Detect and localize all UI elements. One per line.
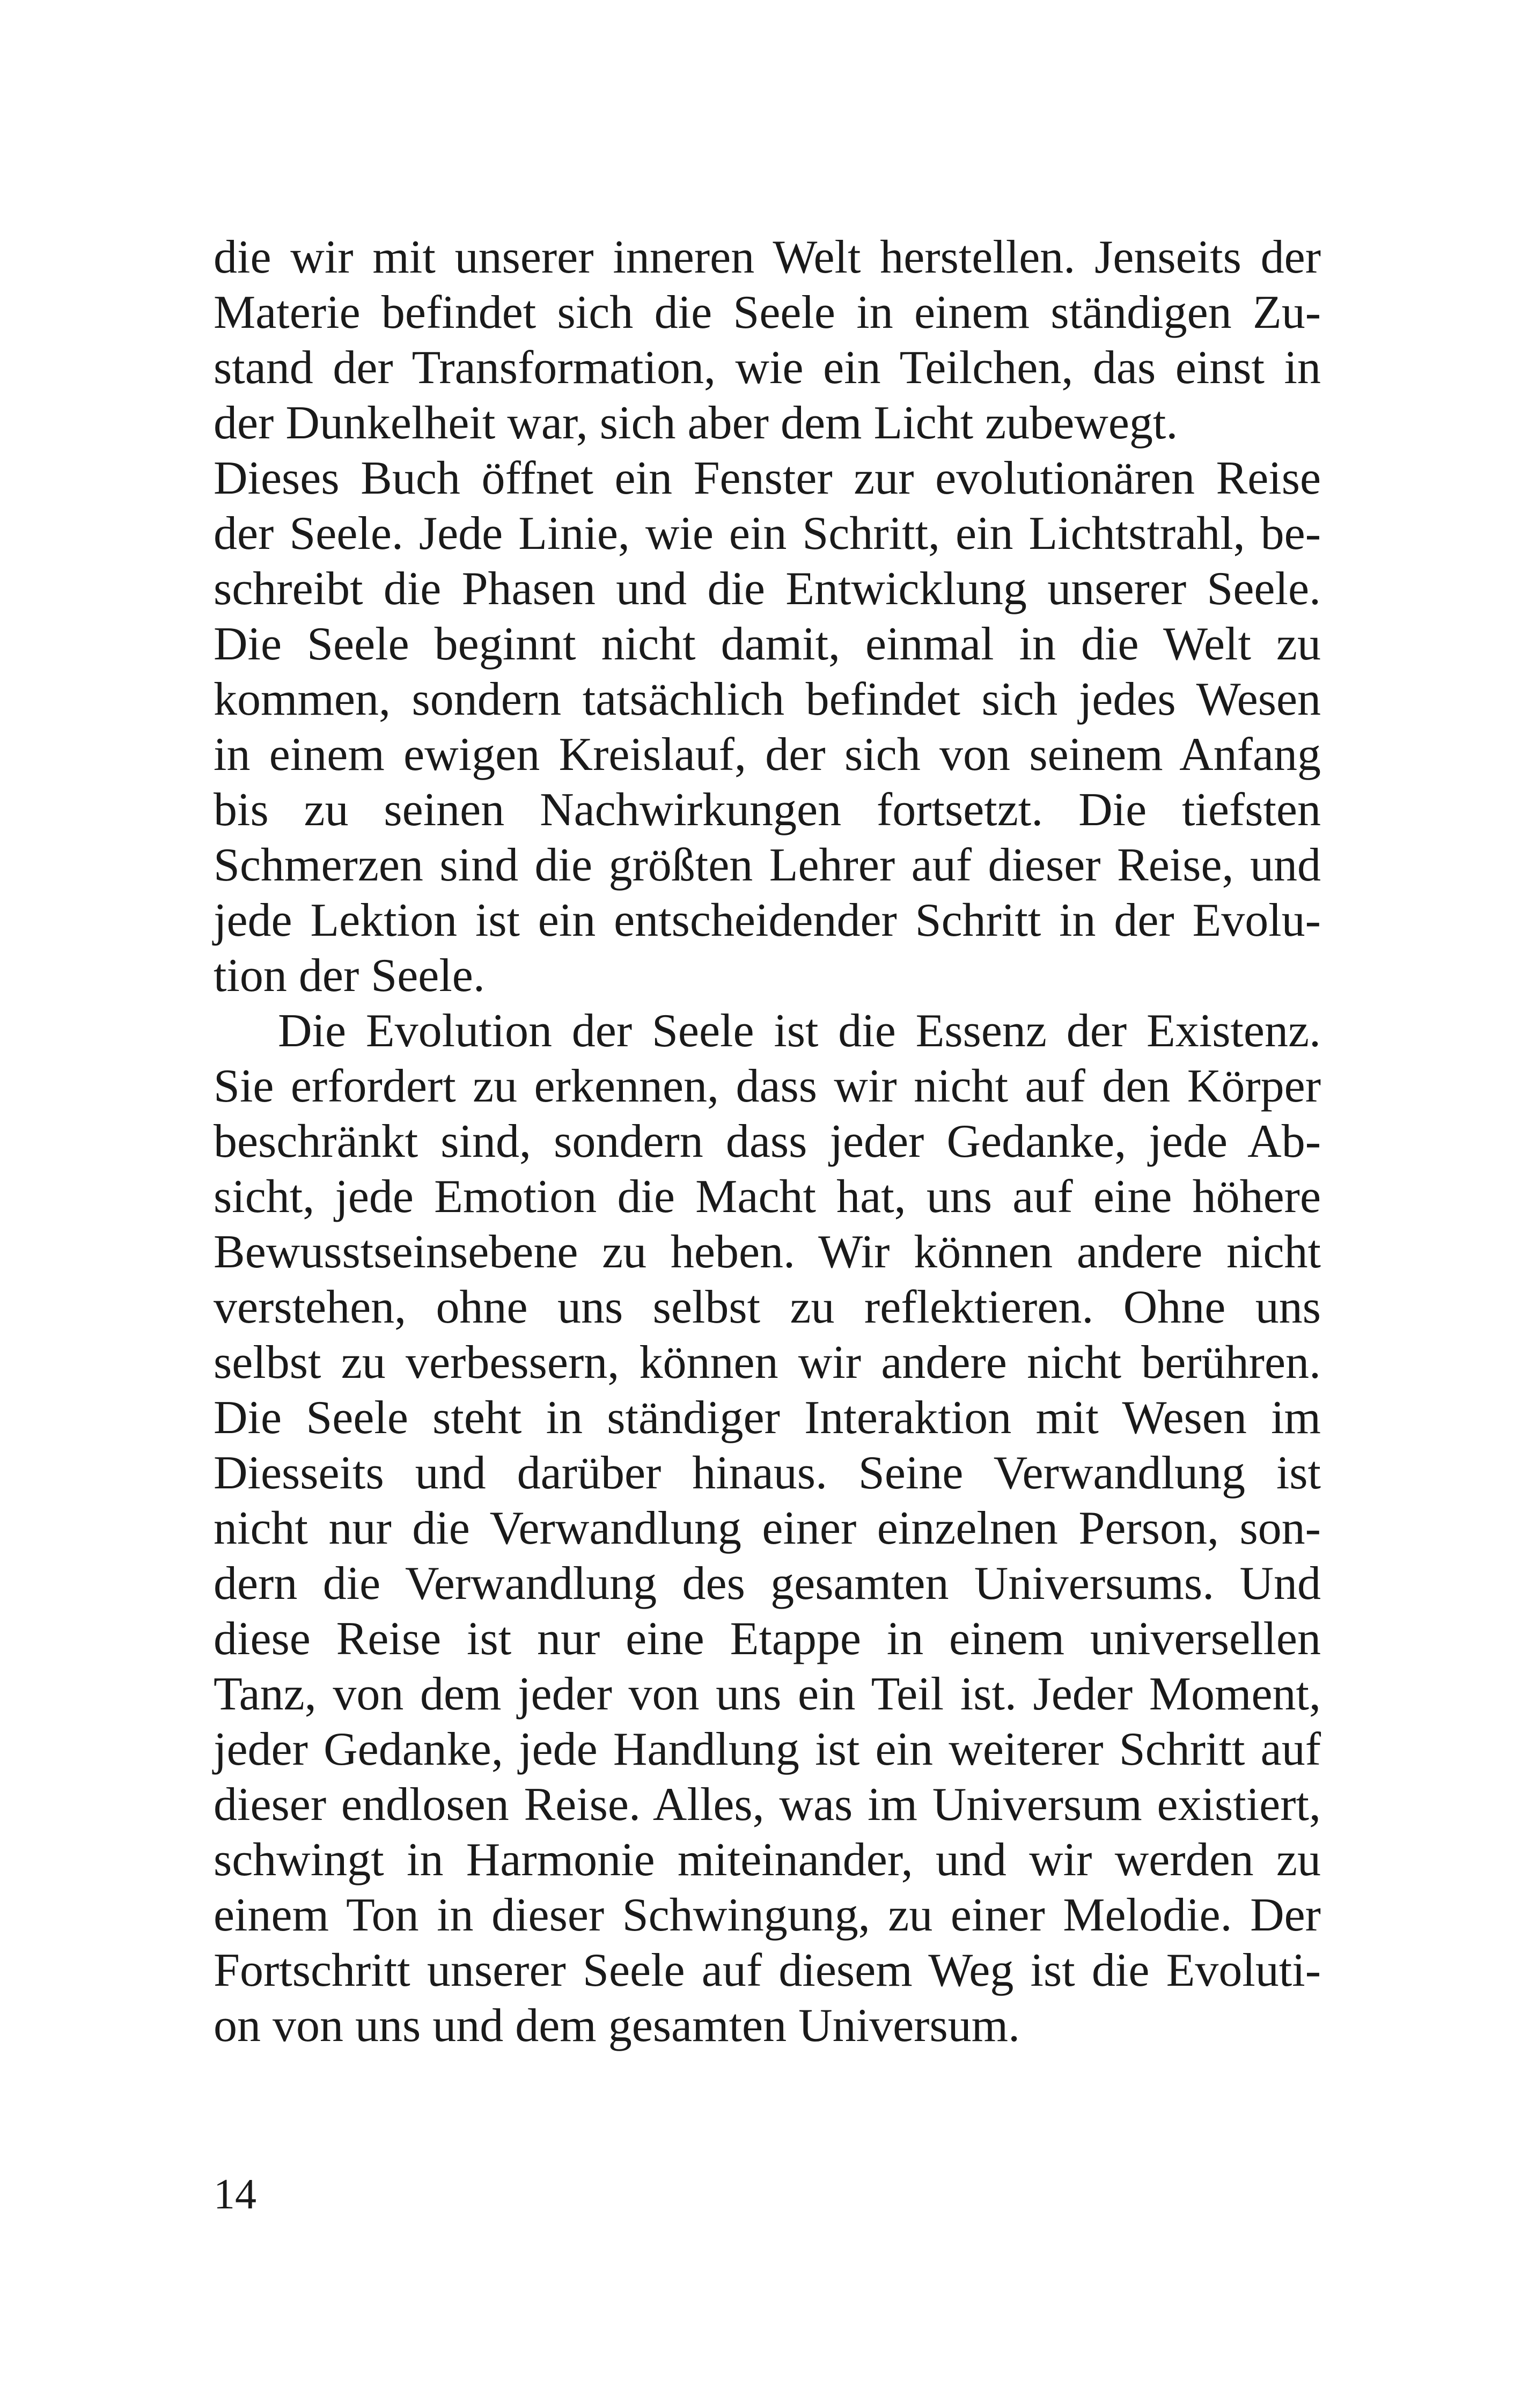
text-line: tion der Seele. xyxy=(214,950,485,1002)
text-line: die wir mit unserer inneren Welt herstellen. Jenseits der xyxy=(214,231,1321,283)
text-line: jeder Gedanke, jede Handlung ist ein weiterer Schritt auf xyxy=(214,1723,1321,1775)
body-text xyxy=(214,230,1321,2053)
paragraph-first-line: Die Evolution der Seele ist die Essenz der Existenz. xyxy=(278,1005,1321,1057)
text-line: on von uns und dem gesamten Universum. xyxy=(214,2000,1020,2052)
text-line: dern die Verwandlung des gesamten Universums. Und xyxy=(214,1558,1321,1610)
text-line: jede Lektion ist ein entscheidender Schritt in der Evolu- xyxy=(214,894,1321,946)
text-line: beschränkt sind, sondern dass jeder Gedanke, jede Ab- xyxy=(214,1115,1321,1168)
text-line: kommen, sondern tatsächlich befindet sich jedes Wesen xyxy=(214,673,1321,725)
text-line: Diesseits und darüber hinaus. Seine Verwandlung ist xyxy=(214,1447,1321,1499)
text-line: in einem ewigen Kreislauf, der sich von seinem Anfang xyxy=(214,729,1321,781)
text-line: Die Seele beginnt nicht damit, einmal in die Welt zu xyxy=(214,618,1321,670)
text-line: sicht, jede Emotion die Macht hat, uns auf eine höhere xyxy=(214,1171,1321,1223)
text-line: dieser endlosen Reise. Alles, was im Universum existiert, xyxy=(214,1779,1321,1831)
page-number: 14 xyxy=(214,2171,256,2218)
text-line: Die Seele steht in ständiger Interaktion mit Wesen im xyxy=(214,1392,1321,1444)
text-line: diese Reise ist nur eine Etappe in einem universellen xyxy=(214,1613,1321,1665)
text-line: der Seele. Jede Linie, wie ein Schritt, ein Lichtstrahl, be- xyxy=(214,508,1321,560)
text-line: bis zu seinen Nachwirkungen fortsetzt. Die tiefsten xyxy=(214,784,1321,836)
text-line: Materie befindet sich die Seele in einem ständigen Zu- xyxy=(214,287,1321,339)
text-line: Fortschritt unserer Seele auf diesem Weg ist die Evoluti- xyxy=(214,1944,1321,1996)
text-line: Dieses Buch öffnet ein Fenster zur evolutionären Reise xyxy=(214,452,1321,504)
text-line: schreibt die Phasen und die Entwicklung unserer Seele. xyxy=(214,563,1321,615)
text-line: der Dunkelheit war, sich aber dem Licht zubewegt. xyxy=(214,397,1178,449)
text-line: einem Ton in dieser Schwingung, zu einer Melodie. Der xyxy=(214,1889,1321,1941)
text-line: nicht nur die Verwandlung einer einzelnen Person, son- xyxy=(214,1502,1321,1554)
text-line: Tanz, von dem jeder von uns ein Teil ist. Jeder Moment, xyxy=(214,1668,1321,1720)
text-line: schwingt in Harmonie miteinander, und wir werden zu xyxy=(214,1834,1321,1886)
text-line: selbst zu verbessern, können wir andere nicht berühren. xyxy=(214,1337,1321,1389)
text-line: Sie erfordert zu erkennen, dass wir nicht auf den Körper xyxy=(214,1060,1321,1112)
text-line: stand der Transformation, wie ein Teilchen, das einst in xyxy=(214,342,1321,394)
text-line: Schmerzen sind die größten Lehrer auf dieser Reise, und xyxy=(214,839,1321,891)
text-line: verstehen, ohne uns selbst zu reflektieren. Ohne uns xyxy=(214,1281,1321,1333)
text-line: Bewusstseinsebene zu heben. Wir können andere nicht xyxy=(214,1226,1321,1278)
